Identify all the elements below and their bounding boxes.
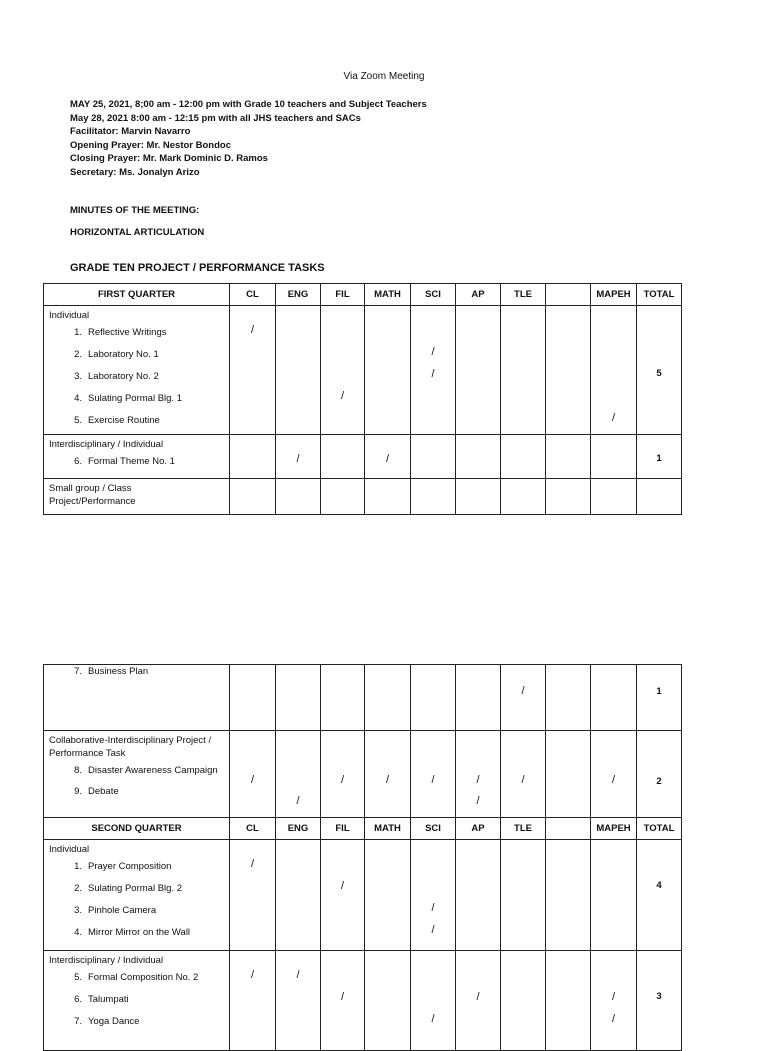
tle-cell <box>501 479 546 515</box>
list-item: 3. Pinhole Camera <box>74 905 157 916</box>
table-row <box>44 306 682 435</box>
list-item: 6. Formal Theme No. 1 <box>74 456 175 467</box>
cl-cell <box>230 840 276 951</box>
blank-cell <box>546 479 591 515</box>
fil-cell <box>321 435 365 479</box>
column-header: TOTAL <box>637 284 682 306</box>
mapeh-cell <box>591 731 637 818</box>
cl-cell <box>230 665 276 731</box>
table-heading: GRADE TEN PROJECT / PERFORMANCE TASKS <box>70 262 325 274</box>
list-item: 5. Exercise Routine <box>74 415 160 426</box>
check-mark: / <box>250 858 255 870</box>
sci-cell <box>411 840 456 951</box>
total-value: 3 <box>656 991 662 1002</box>
group-label: Individual <box>49 310 90 321</box>
tle-cell <box>501 665 546 731</box>
group-label: Small group / Class Project/Performance <box>49 483 136 507</box>
task-cell <box>44 435 230 479</box>
check-mark: / <box>250 324 255 336</box>
blank-cell <box>546 665 591 731</box>
column-header: ENG <box>276 284 321 306</box>
total-cell <box>637 951 682 1051</box>
check-mark: / <box>431 902 435 914</box>
blank-cell <box>546 840 591 951</box>
sci-cell <box>411 479 456 515</box>
eng-cell <box>276 306 321 435</box>
group-label: Collaborative-Interdisciplinary Project / Performance Task <box>49 735 212 759</box>
list-item: 4. Mirror Mirror on the Wall <box>74 927 191 938</box>
check-mark: / <box>340 991 345 1003</box>
check-mark: / <box>250 969 255 981</box>
check-mark: / <box>476 991 480 1003</box>
eng-cell <box>276 479 321 515</box>
table-row <box>44 731 682 818</box>
fil-cell <box>321 731 365 818</box>
sci-cell <box>411 951 456 1051</box>
list-item: 2. Sulating Pormal Blg. 2 <box>74 883 182 894</box>
blank-cell <box>546 435 591 479</box>
eng-cell <box>276 840 321 951</box>
task-cell <box>44 731 230 818</box>
column-header: TLE <box>501 818 546 840</box>
check-mark: / <box>611 412 616 424</box>
cl-cell <box>230 731 276 818</box>
first-quarter-table <box>43 283 682 515</box>
cl-cell <box>230 479 276 515</box>
tle-cell <box>501 840 546 951</box>
table-row <box>44 479 682 515</box>
check-mark: / <box>611 991 616 1003</box>
ap-cell <box>456 435 501 479</box>
fil-cell <box>321 840 365 951</box>
table-row <box>44 951 682 1051</box>
eng-cell <box>276 951 321 1051</box>
task-cell <box>44 951 230 1051</box>
meeting-line: Opening Prayer: Mr. Nestor Bondoc <box>70 139 231 151</box>
eng-cell <box>276 665 321 731</box>
list-item: 7. Yoga Dance <box>74 1016 140 1027</box>
math-cell <box>365 840 411 951</box>
mapeh-cell <box>591 665 637 731</box>
list-item: 1. Prayer Composition <box>74 861 172 872</box>
column-header: FIL <box>321 284 365 306</box>
total-cell <box>637 665 682 731</box>
column-header: MAPEH <box>591 284 637 306</box>
mapeh-cell <box>591 479 637 515</box>
column-header: AP <box>456 284 501 306</box>
check-mark: / <box>385 774 390 786</box>
mapeh-cell <box>591 840 637 951</box>
blank-cell <box>546 731 591 818</box>
math-cell <box>365 951 411 1051</box>
cl-cell <box>230 435 276 479</box>
blank-cell <box>546 306 591 435</box>
cl-cell <box>230 306 276 435</box>
total-cell <box>637 840 682 951</box>
meeting-line: Secretary: Ms. Jonalyn Arizo <box>70 166 200 178</box>
check-mark: / <box>340 774 345 786</box>
ap-cell <box>456 951 501 1051</box>
blank-cell <box>546 951 591 1051</box>
list-item: 5. Formal Composition No. 2 <box>74 972 199 983</box>
math-cell <box>365 479 411 515</box>
total-cell <box>637 479 682 515</box>
check-mark: / <box>431 1013 435 1025</box>
quarter-header: FIRST QUARTER <box>44 284 230 306</box>
eng-cell <box>276 435 321 479</box>
math-cell <box>365 731 411 818</box>
sci-cell <box>411 435 456 479</box>
check-mark: / <box>431 346 435 358</box>
check-mark: / <box>296 453 300 465</box>
check-mark: / <box>385 453 390 465</box>
check-mark: / <box>611 1013 616 1025</box>
math-cell <box>365 435 411 479</box>
column-header: SCI <box>411 284 456 306</box>
mapeh-cell <box>591 951 637 1051</box>
column-header: TLE <box>501 284 546 306</box>
total-value: 1 <box>656 453 662 464</box>
column-header: AP <box>456 818 501 840</box>
list-item: 8. Disaster Awareness Campaign <box>74 765 218 776</box>
fil-cell <box>321 665 365 731</box>
task-cell <box>44 665 230 731</box>
ap-cell <box>456 479 501 515</box>
table-row <box>44 665 682 731</box>
sci-cell <box>411 665 456 731</box>
table-header-row <box>44 818 682 840</box>
column-header: TOTAL <box>637 818 682 840</box>
meeting-line: Closing Prayer: Mr. Mark Dominic D. Ramos <box>70 153 268 164</box>
continued-table <box>43 664 682 1051</box>
group-label: Interdisciplinary / Individual <box>49 955 164 966</box>
check-mark: / <box>611 774 616 786</box>
total-cell <box>637 306 682 435</box>
ap-cell <box>456 731 501 818</box>
total-value: 2 <box>656 776 662 787</box>
meeting-line: MAY 25, 2021, 8;00 am - 12:00 pm with Grade 10 teachers and Subject Teachers <box>70 99 427 110</box>
total-cell <box>637 731 682 818</box>
math-cell <box>365 665 411 731</box>
check-mark: / <box>521 685 525 697</box>
column-header <box>546 284 591 306</box>
fil-cell <box>321 479 365 515</box>
check-mark: / <box>340 880 345 892</box>
quarter-header: SECOND QUARTER <box>44 818 230 840</box>
list-item: 2. Laboratory No. 1 <box>74 349 159 360</box>
sci-cell <box>411 731 456 818</box>
task-cell <box>44 306 230 435</box>
list-item: 6. Talumpati <box>74 994 129 1005</box>
math-cell <box>365 306 411 435</box>
column-header: FIL <box>321 818 365 840</box>
column-header: MATH <box>365 284 411 306</box>
task-cell <box>44 840 230 951</box>
check-mark: / <box>476 795 480 807</box>
tle-cell <box>501 731 546 818</box>
check-mark: / <box>431 368 435 380</box>
column-header: MAPEH <box>591 818 637 840</box>
table-row <box>44 435 682 479</box>
list-item: 7. Business Plan <box>74 666 149 677</box>
column-header <box>546 818 591 840</box>
mapeh-cell <box>591 306 637 435</box>
task-cell <box>44 479 230 515</box>
meeting-line: Facilitator: Marvin Navarro <box>70 126 191 137</box>
tle-cell <box>501 306 546 435</box>
table-header-row <box>44 284 682 306</box>
check-mark: / <box>296 969 300 981</box>
table-row <box>44 840 682 951</box>
group-label: Individual <box>49 844 90 855</box>
ap-cell <box>456 840 501 951</box>
total-cell <box>637 435 682 479</box>
fil-cell <box>321 951 365 1051</box>
column-header: SCI <box>411 818 456 840</box>
fil-cell <box>321 306 365 435</box>
group-label: Interdisciplinary / Individual <box>49 439 164 450</box>
sci-cell <box>411 306 456 435</box>
meeting-line: May 28, 2021 8:00 am - 12:15 pm with all JHS teachers and SACs <box>70 112 361 124</box>
list-item: 3. Laboratory No. 2 <box>74 371 159 382</box>
column-header: CL <box>230 818 276 840</box>
check-mark: / <box>431 774 435 786</box>
check-mark: / <box>476 774 480 786</box>
check-mark: / <box>521 774 525 786</box>
column-header: ENG <box>276 818 321 840</box>
minutes-heading: MINUTES OF THE MEETING: <box>70 205 200 216</box>
list-item: 1. Reflective Writings <box>74 327 167 338</box>
cl-cell <box>230 951 276 1051</box>
eng-cell <box>276 731 321 818</box>
check-mark: / <box>340 390 345 402</box>
mapeh-cell <box>591 435 637 479</box>
tle-cell <box>501 435 546 479</box>
total-value: 5 <box>656 368 662 379</box>
check-mark: / <box>250 774 255 786</box>
ap-cell <box>456 306 501 435</box>
meeting-info <box>70 98 427 179</box>
column-header: MATH <box>365 818 411 840</box>
page-title: Via Zoom Meeting <box>343 71 425 82</box>
section-heading: HORIZONTAL ARTICULATION <box>70 227 205 238</box>
list-item: 9. Debate <box>74 786 119 797</box>
column-header: CL <box>230 284 276 306</box>
ap-cell <box>456 665 501 731</box>
total-value: 4 <box>656 880 662 891</box>
total-value: 1 <box>656 686 662 697</box>
check-mark: / <box>431 924 435 936</box>
list-item: 4. Sulating Pormal Blg. 1 <box>74 393 182 404</box>
tle-cell <box>501 951 546 1051</box>
check-mark: / <box>296 795 300 807</box>
